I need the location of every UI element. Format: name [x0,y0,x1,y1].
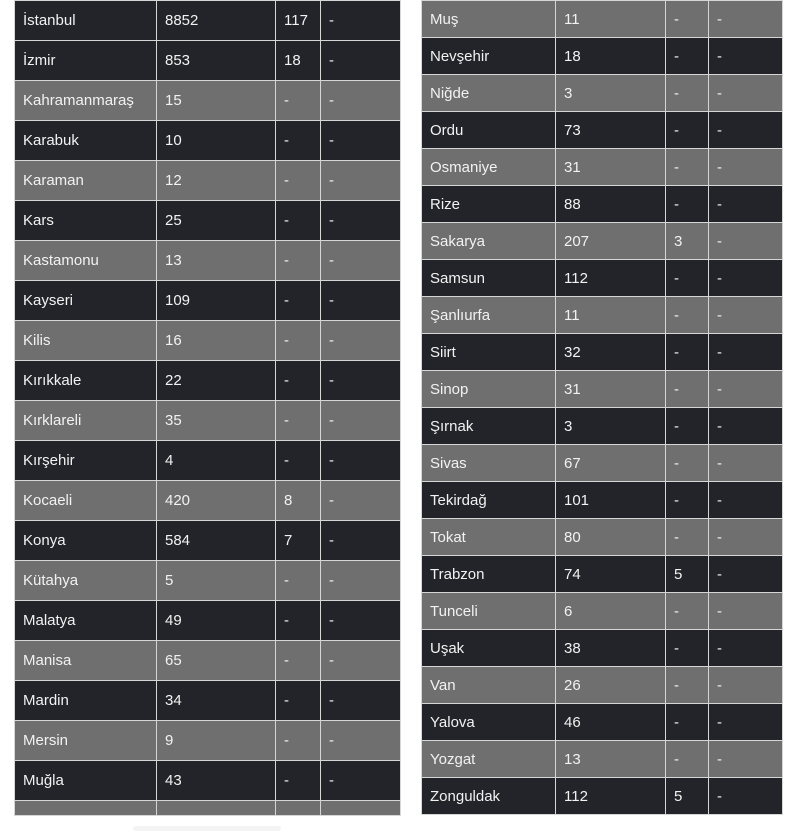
city-cell: Sivas [422,445,556,482]
table-row [15,481,401,521]
deaths-cell: 5 [666,556,709,593]
table-row [15,361,401,401]
table-row [422,223,783,260]
city-cell: Trabzon [422,556,556,593]
table-row [422,149,783,186]
city-cell: Sakarya [422,223,556,260]
cases-cell: 80 [556,519,666,556]
deaths-cell: - [666,38,709,75]
city-cell: Tokat [422,519,556,556]
extra-cell: - [321,521,401,561]
deaths-cell: - [276,201,321,241]
cases-cell: 101 [556,482,666,519]
city-cell: Kırklareli [15,401,157,441]
cases-cell: 67 [556,445,666,482]
cases-cell: 853 [157,41,276,81]
table-row [422,38,783,75]
deaths-cell: - [276,401,321,441]
extra-cell: - [709,704,783,741]
city-cell: Mersin [15,721,157,761]
table-row [422,482,783,519]
extra-cell: - [709,741,783,778]
extra-cell: - [321,681,401,721]
city-cell: Kars [15,201,157,241]
extra-cell: - [321,281,401,321]
city-cell: Ordu [422,112,556,149]
table-row [422,334,783,371]
table-row [422,667,783,704]
city-cell: Karaman [15,161,157,201]
extra-cell: - [709,482,783,519]
cases-cell: 22 [157,361,276,401]
table-row [15,41,401,81]
extra-cell: - [709,667,783,704]
extra-cell: - [709,112,783,149]
table-row [15,321,401,361]
extra-cell: - [709,519,783,556]
deaths-cell: - [666,667,709,704]
extra-cell: - [709,75,783,112]
deaths-cell: - [276,161,321,201]
cases-cell: 9 [157,721,276,761]
deaths-cell: 5 [666,778,709,815]
extra-cell: - [709,408,783,445]
cases-cell: 43 [157,761,276,801]
deaths-cell: - [276,241,321,281]
extra-cell: - [709,38,783,75]
table-row [422,556,783,593]
extra-cell: - [321,201,401,241]
cases-cell: 32 [556,334,666,371]
table-row [422,297,783,334]
deaths-cell: - [666,741,709,778]
extra-cell: - [321,41,401,81]
cases-cell: 207 [556,223,666,260]
cases-cell: 35 [157,401,276,441]
extra-cell: - [709,630,783,667]
extra-cell [321,801,401,816]
extra-cell: - [709,297,783,334]
city-cell: Kastamonu [15,241,157,281]
deaths-cell: - [666,445,709,482]
city-cell: Kayseri [15,281,157,321]
deaths-cell: - [276,121,321,161]
extra-cell: - [321,561,401,601]
deaths-cell: - [666,149,709,186]
table-row [15,401,401,441]
cases-cell: 3 [556,75,666,112]
city-cell: Kocaeli [15,481,157,521]
table-row [422,112,783,149]
deaths-cell: - [666,593,709,630]
city-cell: İstanbul [15,1,157,41]
deaths-cell: - [666,408,709,445]
table-row [422,260,783,297]
city-cell: Osmaniye [422,149,556,186]
extra-cell: - [321,401,401,441]
cases-cell: 10 [157,121,276,161]
cases-cell: 31 [556,149,666,186]
left-province-table [14,0,401,816]
deaths-cell: - [666,482,709,519]
extra-cell: - [709,186,783,223]
city-cell: Muğla [15,761,157,801]
table-row [422,630,783,667]
deaths-cell: - [276,281,321,321]
cases-cell: 584 [157,521,276,561]
extra-cell: - [709,593,783,630]
deaths-cell: - [276,721,321,761]
cases-cell: 112 [556,260,666,297]
cases-cell: 12 [157,161,276,201]
extra-cell: - [321,241,401,281]
table-row [15,441,401,481]
extra-cell: - [321,641,401,681]
table-row [422,519,783,556]
table-row [422,704,783,741]
cases-cell: 15 [157,81,276,121]
deaths-cell: - [666,334,709,371]
deaths-cell: - [666,75,709,112]
cases-cell: 74 [556,556,666,593]
cases-cell: 25 [157,201,276,241]
cases-cell: 420 [157,481,276,521]
extra-cell: - [709,334,783,371]
table-row [15,281,401,321]
extra-cell: - [709,223,783,260]
deaths-cell: - [276,681,321,721]
extra-cell: - [321,361,401,401]
table-row [15,121,401,161]
deaths-cell: - [666,519,709,556]
table-row [422,408,783,445]
extra-cell: - [321,1,401,41]
city-cell: Van [422,667,556,704]
table-row [15,601,401,641]
city-cell [15,801,157,816]
city-cell: Nevşehir [422,38,556,75]
extra-cell: - [321,81,401,121]
city-cell: Rize [422,186,556,223]
cases-cell: 46 [556,704,666,741]
table-row-cutoff [15,801,401,816]
cases-cell: 4 [157,441,276,481]
city-cell: Kırşehir [15,441,157,481]
city-cell: Malatya [15,601,157,641]
table-row [15,681,401,721]
deaths-cell: 117 [276,1,321,41]
extra-cell: - [321,321,401,361]
home-indicator[interactable] [133,826,281,831]
deaths-cell: - [276,641,321,681]
city-cell: Konya [15,521,157,561]
extra-cell: - [321,481,401,521]
cases-cell: 49 [157,601,276,641]
city-cell: Samsun [422,260,556,297]
extra-cell: - [321,441,401,481]
city-cell: Karabuk [15,121,157,161]
table-row [422,75,783,112]
extra-cell: - [321,161,401,201]
cases-cell: 6 [556,593,666,630]
city-cell: Yalova [422,704,556,741]
city-cell: Şırnak [422,408,556,445]
extra-cell: - [709,149,783,186]
deaths-cell: - [666,112,709,149]
cases-cell: 65 [157,641,276,681]
cases-cell: 112 [556,778,666,815]
cases-cell: 18 [556,38,666,75]
extra-cell: - [321,121,401,161]
cases-cell: 3 [556,408,666,445]
cases-cell: 5 [157,561,276,601]
city-cell: Niğde [422,75,556,112]
deaths-cell: - [666,1,709,38]
deaths-cell: - [276,81,321,121]
deaths-cell: 7 [276,521,321,561]
extra-cell: - [709,260,783,297]
cases-cell: 31 [556,371,666,408]
deaths-cell: 8 [276,481,321,521]
city-cell: Kilis [15,321,157,361]
cases-cell [157,801,276,816]
table-row [15,761,401,801]
table-row [15,721,401,761]
city-cell: Yozgat [422,741,556,778]
extra-cell: - [709,556,783,593]
deaths-cell: - [666,704,709,741]
deaths-cell: - [666,260,709,297]
city-cell: Sinop [422,371,556,408]
deaths-cell: 18 [276,41,321,81]
deaths-cell [276,801,321,816]
deaths-cell: - [276,321,321,361]
city-cell: Zonguldak [422,778,556,815]
city-cell: Kırıkkale [15,361,157,401]
cases-cell: 109 [157,281,276,321]
deaths-cell: 3 [666,223,709,260]
deaths-cell: - [276,361,321,401]
city-cell: Kahramanmaraş [15,81,157,121]
cases-cell: 38 [556,630,666,667]
cases-cell: 73 [556,112,666,149]
deaths-cell: - [276,601,321,641]
table-row [422,371,783,408]
city-cell: Siirt [422,334,556,371]
table-row [422,741,783,778]
table-row [422,778,783,815]
right-province-table [421,0,783,815]
city-cell: Mardin [15,681,157,721]
extra-cell: - [709,778,783,815]
city-cell: Tekirdağ [422,482,556,519]
table-row [422,186,783,223]
extra-cell: - [709,1,783,38]
table-row [15,161,401,201]
city-cell: Manisa [15,641,157,681]
deaths-cell: - [666,630,709,667]
city-cell: Şanlıurfa [422,297,556,334]
cases-cell: 11 [556,1,666,38]
city-cell: Uşak [422,630,556,667]
cases-cell: 13 [556,741,666,778]
extra-cell: - [321,721,401,761]
table-row [15,201,401,241]
deaths-cell: - [666,186,709,223]
extra-cell: - [321,601,401,641]
table-row [15,1,401,41]
city-cell: Kütahya [15,561,157,601]
table-row [422,1,783,38]
extra-cell: - [321,761,401,801]
extra-cell: - [709,371,783,408]
deaths-cell: - [276,561,321,601]
city-cell: Tunceli [422,593,556,630]
cases-cell: 11 [556,297,666,334]
table-row [15,521,401,561]
deaths-cell: - [276,441,321,481]
table-row [15,241,401,281]
cases-cell: 26 [556,667,666,704]
deaths-cell: - [666,371,709,408]
cases-cell: 13 [157,241,276,281]
table-row [15,81,401,121]
city-cell: İzmir [15,41,157,81]
cases-cell: 16 [157,321,276,361]
deaths-cell: - [666,297,709,334]
extra-cell: - [709,445,783,482]
table-row [422,593,783,630]
deaths-cell: - [276,761,321,801]
table-row [15,641,401,681]
cases-cell: 8852 [157,1,276,41]
cases-cell: 34 [157,681,276,721]
table-row [422,445,783,482]
city-cell: Muş [422,1,556,38]
cases-cell: 88 [556,186,666,223]
table-row [15,561,401,601]
